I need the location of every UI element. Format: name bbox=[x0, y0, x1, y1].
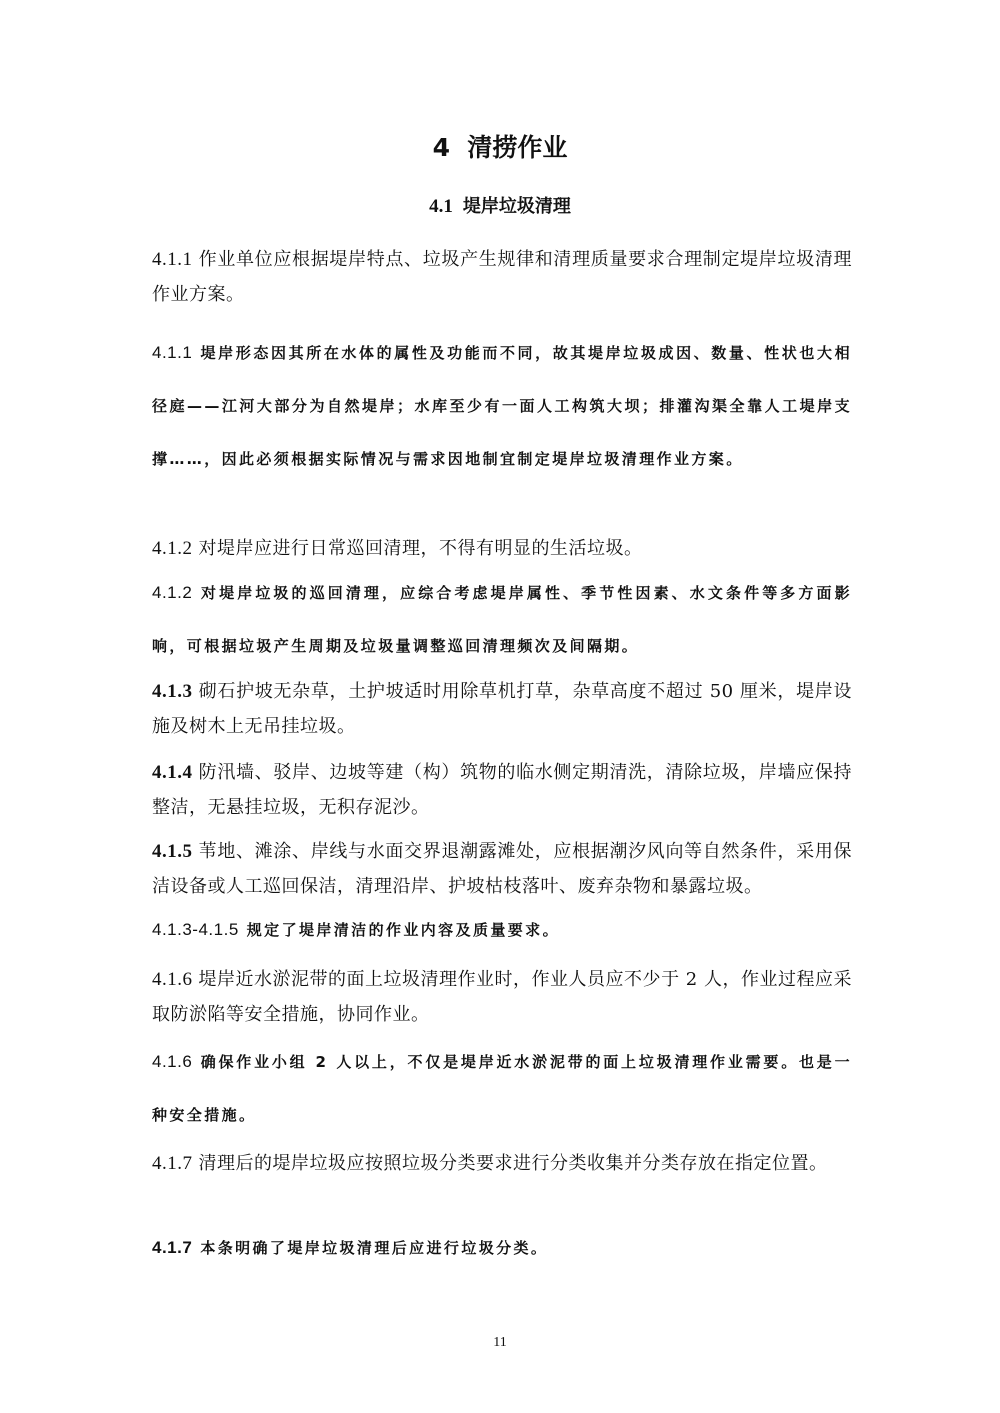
chapter-title-text: 清捞作业 bbox=[467, 133, 568, 162]
chapter-number: 4 bbox=[432, 133, 450, 162]
explanation-4-1-7 bbox=[152, 1228, 852, 1268]
clause-4-1-6 bbox=[152, 962, 852, 1032]
clause-text: 堤岸近水淤泥带的面上垃圾清理作业时，作业人员应不少于 2 人，作业过程应采取防淤陷等安全措施，协同作业。 bbox=[152, 969, 852, 1025]
explanation-number: 4.1.1 bbox=[152, 343, 193, 362]
clause-text: 防汛墙、驳岸、边坡等建（构）筑物的临水侧定期清洗，清除垃圾，岸墙应保持整洁，无悬挂垃圾，无积存泥沙。 bbox=[152, 762, 852, 818]
clause-number: 4.1.2 bbox=[152, 538, 193, 559]
explanation-4-1-2 bbox=[152, 566, 852, 673]
explanation-text: 本条明确了堤岸垃圾清理后应进行垃圾分类。 bbox=[200, 1239, 549, 1257]
clause-number: 4.1.7 bbox=[152, 1153, 193, 1174]
explanation-number: 4.1.6 bbox=[152, 1052, 193, 1071]
page-number: 11 bbox=[493, 1335, 507, 1350]
explanation-text: 对堤岸垃圾的巡回清理，应综合考虑堤岸属性、季节性因素、水文条件等多方面影响，可根据垃圾产生周期及垃圾量调整巡回清理频次及间隔期。 bbox=[152, 584, 852, 655]
clause-text: 作业单位应根据堤岸特点、垃圾产生规律和清理质量要求合理制定堤岸垃圾清理作业方案。 bbox=[152, 249, 852, 305]
clause-number: 4.1.1 bbox=[152, 249, 193, 270]
clause-number: 4.1.6 bbox=[152, 969, 193, 990]
clause-4-1-3 bbox=[152, 674, 852, 744]
explanation-4-1-6 bbox=[152, 1035, 852, 1142]
chapter-title bbox=[0, 128, 1000, 168]
explanation-text: 确保作业小组 2 人以上，不仅是堤岸近水淤泥带的面上垃圾清理作业需要。也是一种安全措施。 bbox=[152, 1053, 852, 1124]
clause-number: 4.1.4 bbox=[152, 762, 193, 783]
clause-text: 清理后的堤岸垃圾应按照垃圾分类要求进行分类收集并分类存放在指定位置。 bbox=[198, 1153, 828, 1174]
clause-4-1-2 bbox=[152, 531, 852, 566]
explanation-4-1-1 bbox=[152, 326, 852, 486]
explanation-number: 4.1.2 bbox=[152, 583, 193, 602]
clause-4-1-7 bbox=[152, 1146, 852, 1181]
clause-4-1-1 bbox=[152, 242, 852, 312]
clause-4-1-4 bbox=[152, 755, 852, 825]
explanation-text: 规定了堤岸清洁的作业内容及质量要求。 bbox=[246, 921, 560, 939]
explanation-number: 4.1.3-4.1.5 bbox=[152, 920, 239, 939]
clause-text: 砌石护坡无杂草，土护坡适时用除草机打草，杂草高度不超过 50 厘米，堤岸设施及树木上无吊挂垃圾。 bbox=[152, 681, 852, 737]
clause-4-1-5 bbox=[152, 834, 852, 904]
section-title-text: 堤岸垃圾清理 bbox=[462, 196, 571, 217]
explanation-number: 4.1.7 bbox=[152, 1238, 193, 1257]
explanation-text: 堤岸形态因其所在水体的属性及功能而不同，故其堤岸垃圾成因、数量、性状也大相径庭——江河大部分为自然堤岸；水库至少有一面人工构筑大坝；排灌沟渠全靠人工堤岸支撑……，因此必须根据实际情况与需求因地制宜制定堤岸垃圾清理作业方案。 bbox=[152, 344, 852, 468]
section-title bbox=[0, 190, 1000, 224]
clause-number: 4.1.3 bbox=[152, 681, 193, 702]
section-number: 4.1 bbox=[429, 196, 453, 217]
clause-text: 对堤岸应进行日常巡回清理，不得有明显的生活垃圾。 bbox=[198, 538, 643, 559]
clause-text: 苇地、滩涂、岸线与水面交界退潮露滩处，应根据潮汐风向等自然条件，采用保洁设备或人工巡回保洁，清理沿岸、护坡枯枝落叶、废弃杂物和暴露垃圾。 bbox=[152, 841, 852, 897]
explanation-4-1-3-to-4-1-5 bbox=[152, 910, 852, 950]
clause-number: 4.1.5 bbox=[152, 841, 193, 862]
